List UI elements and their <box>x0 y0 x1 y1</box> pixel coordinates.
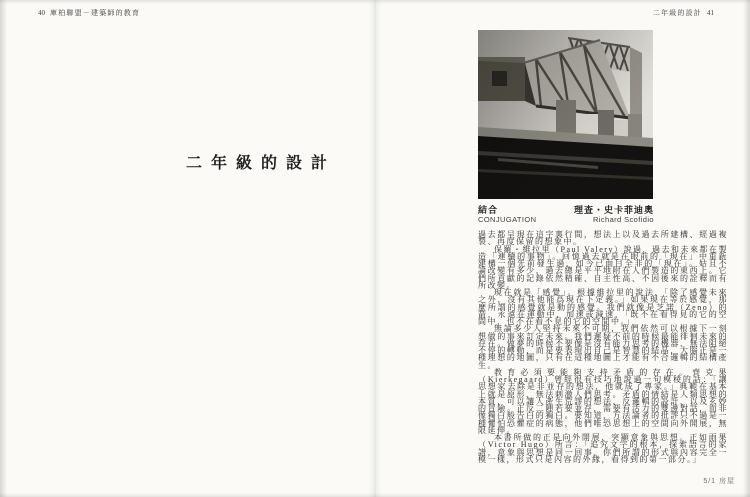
paragraph: 保羅・維拉里（Paul Valery）說過，過去和未來都在製造「連續的事物」。回憶過去就是在眼前的「現在」中重新建構一個先前發生過、如今已面目全非的「現在」。姑且不論改變有多少，過去總是平平地附在人們製造的東西上。它們所貢獻的記錄依然精確、自主性高、不因後來的詮釋而有所改變。 <box>478 244 728 290</box>
project-title-zh: 結合 <box>478 205 499 215</box>
paragraph: 無論多少人堅持未來不可期，我們依然可以根據下一刻想做的事來訂定未來。我們遲疑不前的時候最能徘徊未來的存在。做夢的時候不要像是沒有能力思考的機器、無法阻絕不停的轉動，而是要表現出自己是智慧的結晶，大腦正是一種理想的地圖，只有在這種地圖上才能有不合邏輯的結構產生。 <box>478 324 728 370</box>
paragraph: 教育必須要能夠支持矛盾的存在。齊克果（Kierkegaard）曾經很有技巧地說過一句模稜的話：「讓思想家去除是非並存的想法，他就成了專家。」典範在基本上就是原形、無法刺激人們思考。矛盾的情結是人類思想的本質，可以讓人產生荒謬的想法、反邏輯的設計、以及玄妙的冒險。正反二陣若要並存，需要有活力的雙邊對話，而非像獨白般告白的獨白。要知道，方法論者的批評只不過是一種懼怕恐懼症的病態，他們唯恐思想上的空間向外開展，無限延伸。 <box>478 367 728 435</box>
paragraph: 現在就是「感覺」。根據維拉里的說法，「除了感覺未來之外，沒有其他能爲現在下定義。」如果現在等於感覺，那麼所謂的感覺就是動的感覺。我們就像是芝諾（Zeno）的箭，永遠在運動中，加速或減速，「既不在看得見的它的空間中，也不在看不見的它的空間中。」 <box>478 288 728 326</box>
page-edge-bottom <box>0 493 750 497</box>
project-title-en: CONJUGATION <box>478 215 537 224</box>
page-edge-right <box>743 0 750 497</box>
running-title-right: 二年級的設計 <box>652 9 702 17</box>
project-caption <box>478 205 654 224</box>
running-head-left <box>33 9 140 17</box>
page-edge-left <box>0 0 7 497</box>
paragraph: 本書所做的正是向外開展，突顯意象與思想。正如雨果（Victor Hugo）所言：「追究文字的根本，探索語言的家譜，意象與思想是同一回事，你們所謂的形式與內容完全一模一樣，形式只是內容的外緣，看得到的第一部分。」 <box>478 433 728 464</box>
project-author-en: Richard Scofidio <box>592 215 654 224</box>
page-edge-top <box>0 0 750 4</box>
center-fold-shadow <box>368 0 382 497</box>
paragraph: 過去都呈現在這字裏行間，想法上以及過去所建構、經過複製、再度保留的想象中。 <box>478 230 728 247</box>
caption-right <box>574 205 654 224</box>
footer-section-label: 5/1 房屋 <box>703 478 735 485</box>
page-number-left: 40 <box>38 9 45 17</box>
body-text-column <box>478 231 728 463</box>
chapter-title: 二年級的設計 <box>186 154 337 172</box>
project-author-zh: 理查・史卡菲迪奧 <box>573 205 654 215</box>
page-number-right: 41 <box>707 9 714 17</box>
running-title-left: 庫柏聯盟－建築師的教育 <box>50 9 141 17</box>
photo-vignette <box>478 30 653 199</box>
project-photo <box>478 30 653 199</box>
caption-left <box>478 205 536 224</box>
running-head-right <box>653 9 719 17</box>
